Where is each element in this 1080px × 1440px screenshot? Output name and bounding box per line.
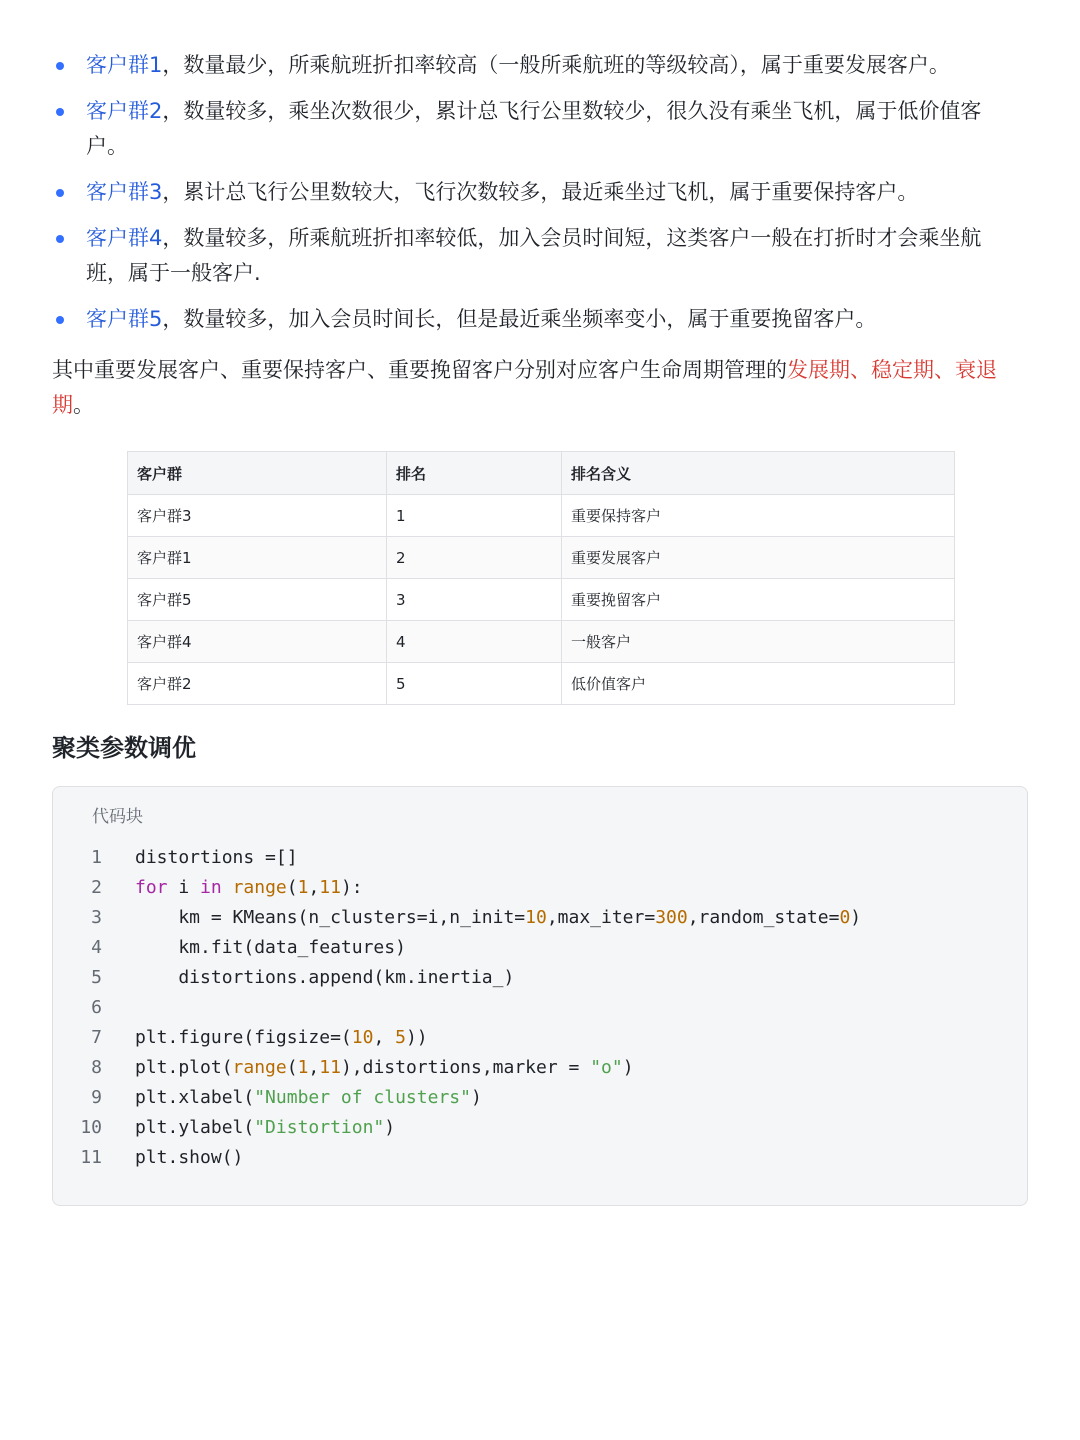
table-cell: 5 (387, 663, 562, 705)
code-block-label: 代码块 (92, 807, 143, 827)
lifecycle-paragraph (52, 353, 1022, 423)
list-item (52, 175, 1022, 210)
list-item (52, 302, 1022, 337)
bullet-dot-icon (56, 108, 64, 116)
column-header: 排名 (387, 452, 562, 495)
customer-group-description: ，数量最少，所乘航班折扣率较高（一般所乘航班的等级较高），属于重要发展客户。 (162, 53, 950, 77)
customer-group-description: ，数量较多，乘坐次数很少，累计总飞行公里数较少，很久没有乘坐飞机，属于低价值客户。 (86, 99, 982, 158)
bullet-dot-icon (56, 316, 64, 324)
code-text: for i in range(1,11): (135, 877, 363, 898)
code-line (53, 1143, 1027, 1173)
line-number: 11 (80, 1147, 102, 1168)
table-cell: 重要发展客户 (562, 537, 955, 579)
column-header: 客户群 (128, 452, 387, 495)
ranking-table (127, 451, 954, 705)
code-text: distortions =[] (135, 847, 298, 868)
table-cell: 客户群1 (128, 537, 387, 579)
table-header-row (128, 452, 955, 495)
list-item (52, 221, 1022, 291)
line-number: 6 (91, 997, 102, 1018)
customer-group-name: 客户群4 (86, 226, 163, 250)
line-number: 3 (91, 907, 102, 928)
list-item (52, 94, 1022, 164)
bullet-dot-icon (56, 189, 64, 197)
table-row (128, 495, 955, 537)
code-text: plt.ylabel("Distortion") (135, 1117, 396, 1138)
code-line (53, 843, 1027, 873)
table-row (128, 579, 955, 621)
code-text: km.fit(data_features) (135, 937, 406, 958)
customer-group-description: ，数量较多，所乘航班折扣率较低，加入会员时间短，这类客户一般在打折时才会乘坐航班，属于一般客户. (86, 226, 982, 285)
code-line (53, 1113, 1027, 1143)
code-line (53, 903, 1027, 933)
line-number: 2 (91, 877, 102, 898)
customer-group-name: 客户群2 (86, 99, 163, 123)
customer-group-name: 客户群5 (86, 307, 163, 331)
code-text: km = KMeans(n_clusters=i,n_init=10,max_iter=300,random_state=0) (135, 907, 862, 928)
table-cell: 客户群4 (128, 621, 387, 663)
code-line (53, 1083, 1027, 1113)
code-line (53, 1023, 1027, 1053)
code-line (53, 963, 1027, 993)
table-cell: 客户群5 (128, 579, 387, 621)
code-line (53, 993, 1027, 1023)
table-cell: 4 (387, 621, 562, 663)
table-cell: 低价值客户 (562, 663, 955, 705)
column-header: 排名含义 (562, 452, 955, 495)
bullet-dot-icon (56, 62, 64, 70)
code-line (53, 933, 1027, 963)
code-text: plt.plot(range(1,11),distortions,marker = "o") (135, 1057, 634, 1078)
code-text: plt.figure(figsize=(10, 5)) (135, 1027, 428, 1048)
paragraph-prefix: 其中重要发展客户、重要保持客户、重要挽留客户分别对应客户生命周期管理的 (52, 358, 787, 382)
customer-group-name: 客户群3 (86, 180, 163, 204)
line-number: 1 (91, 847, 102, 868)
code-block[interactable] (52, 786, 1028, 1206)
code-text: distortions.append(km.inertia_) (135, 967, 515, 988)
table-row (128, 663, 955, 705)
line-number: 7 (91, 1027, 102, 1048)
table-cell: 一般客户 (562, 621, 955, 663)
table-cell: 2 (387, 537, 562, 579)
section-heading: 聚类参数调优 (52, 734, 196, 762)
code-text: plt.show() (135, 1147, 244, 1168)
paragraph-suffix: 。 (73, 393, 94, 417)
table-cell: 重要挽留客户 (562, 579, 955, 621)
line-number: 8 (91, 1057, 102, 1078)
customer-group-name: 客户群1 (86, 53, 163, 77)
line-number: 10 (80, 1117, 102, 1138)
line-number: 5 (91, 967, 102, 988)
bullet-dot-icon (56, 235, 64, 243)
table-cell: 客户群2 (128, 663, 387, 705)
customer-group-description: ，累计总飞行公里数较大，飞行次数较多，最近乘坐过飞机，属于重要保持客户。 (162, 180, 919, 204)
table-cell: 客户群3 (128, 495, 387, 537)
code-line (53, 1053, 1027, 1083)
table-row (128, 621, 955, 663)
code-text: plt.xlabel("Number of clusters") (135, 1087, 482, 1108)
customer-group-description: ，数量较多，加入会员时间长，但是最近乘坐频率变小，属于重要挽留客户。 (162, 307, 877, 331)
code-line (53, 873, 1027, 903)
customer-group-list (52, 48, 1022, 348)
table-row (128, 537, 955, 579)
line-number: 9 (91, 1087, 102, 1108)
table-cell: 3 (387, 579, 562, 621)
list-item (52, 48, 1022, 83)
paragraph-highlight: 发展期、稳定期、衰退期 (52, 358, 997, 417)
code-lines (53, 843, 1027, 1173)
table-cell: 重要保持客户 (562, 495, 955, 537)
table-cell: 1 (387, 495, 562, 537)
line-number: 4 (91, 937, 102, 958)
